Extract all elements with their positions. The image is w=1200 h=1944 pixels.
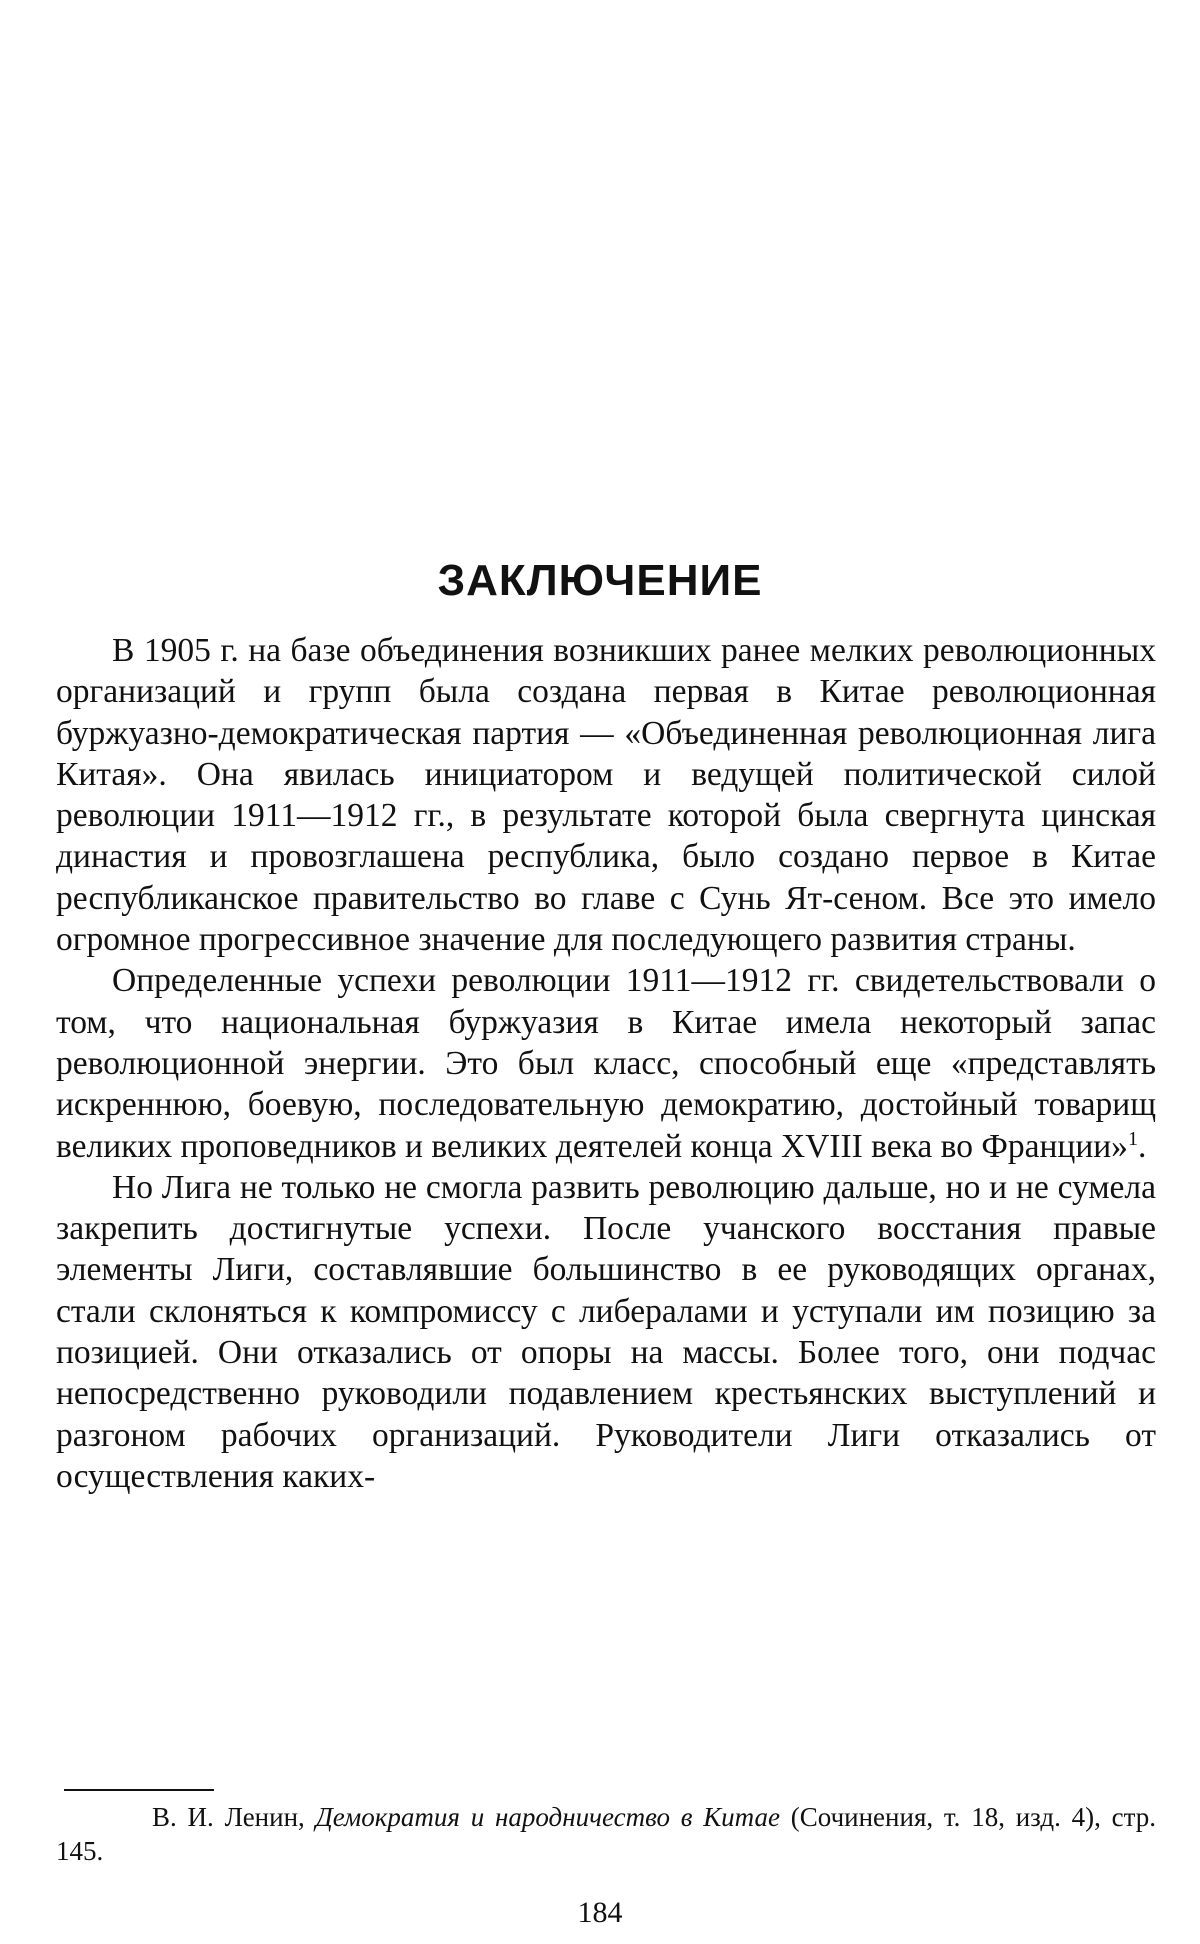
paragraph-2 — [56, 960, 1156, 1166]
page-number: 184 — [577, 1896, 623, 1929]
paragraph-3: Но Лига не только не смогла развить революцию дальше, но и не сумела закрепить достигнутые успехи. После учанского восстания правые элементы Лиги, составлявшие большинство в ее руководящих органах, стали склоняться к компромиссу с либералами и уступали им позицию за позицией. Они отказались от опоры на массы. Более того, они подчас непосредственно руководили подавлением крестьянских выступлений и разгоном рабочих организаций. Руководители Лиги отказались от осуществления каких- — [56, 1168, 1156, 1495]
footnote-details: (Сочинения, т. 18, изд. 4), стр. 145. — [56, 1802, 1156, 1866]
footnote-author: В. И. Ленин, — [152, 1802, 305, 1832]
footnote-divider — [64, 1789, 214, 1791]
body-text — [56, 630, 1156, 1497]
footnote — [56, 1800, 1156, 1868]
paragraph-1: В 1905 г. на базе объединения возникших ранее мелких революционных организаций и групп была создана первая в Китае революционная буржуазно-демократическая партия — «Объединенная революционная лига Китая». Она явилась инициатором и ведущей политической силой революции 1911—1912 гг., в результате которой была свергнута цинская династия и провозглашена республика, было создано первое в Китае республиканское правительство во главе с Сунь Ят-сеном. Все это имело огромное прогрессивное значение для последующего развития страны. — [56, 632, 1156, 959]
footnote-marker[interactable]: 1 — [1127, 1127, 1138, 1150]
chapter-title: ЗАКЛЮЧЕНИЕ — [437, 556, 763, 605]
footnote-work-title: Демократия и народничество в Китае — [315, 1802, 780, 1832]
paragraph-2-end: . — [1137, 1127, 1147, 1165]
paragraph-2-text: Определенные успехи революции 1911—1912 гг. свидетельствовали о том, что национальная буржуазия в Китае имела некоторый запас революционной энергии. Это был класс, способный еще «представлять искреннюю, боевую, последовательную демократию, достойный товарищ великих проповедников и великих деятелей конца XVIII века во Франции» — [56, 962, 1156, 1165]
